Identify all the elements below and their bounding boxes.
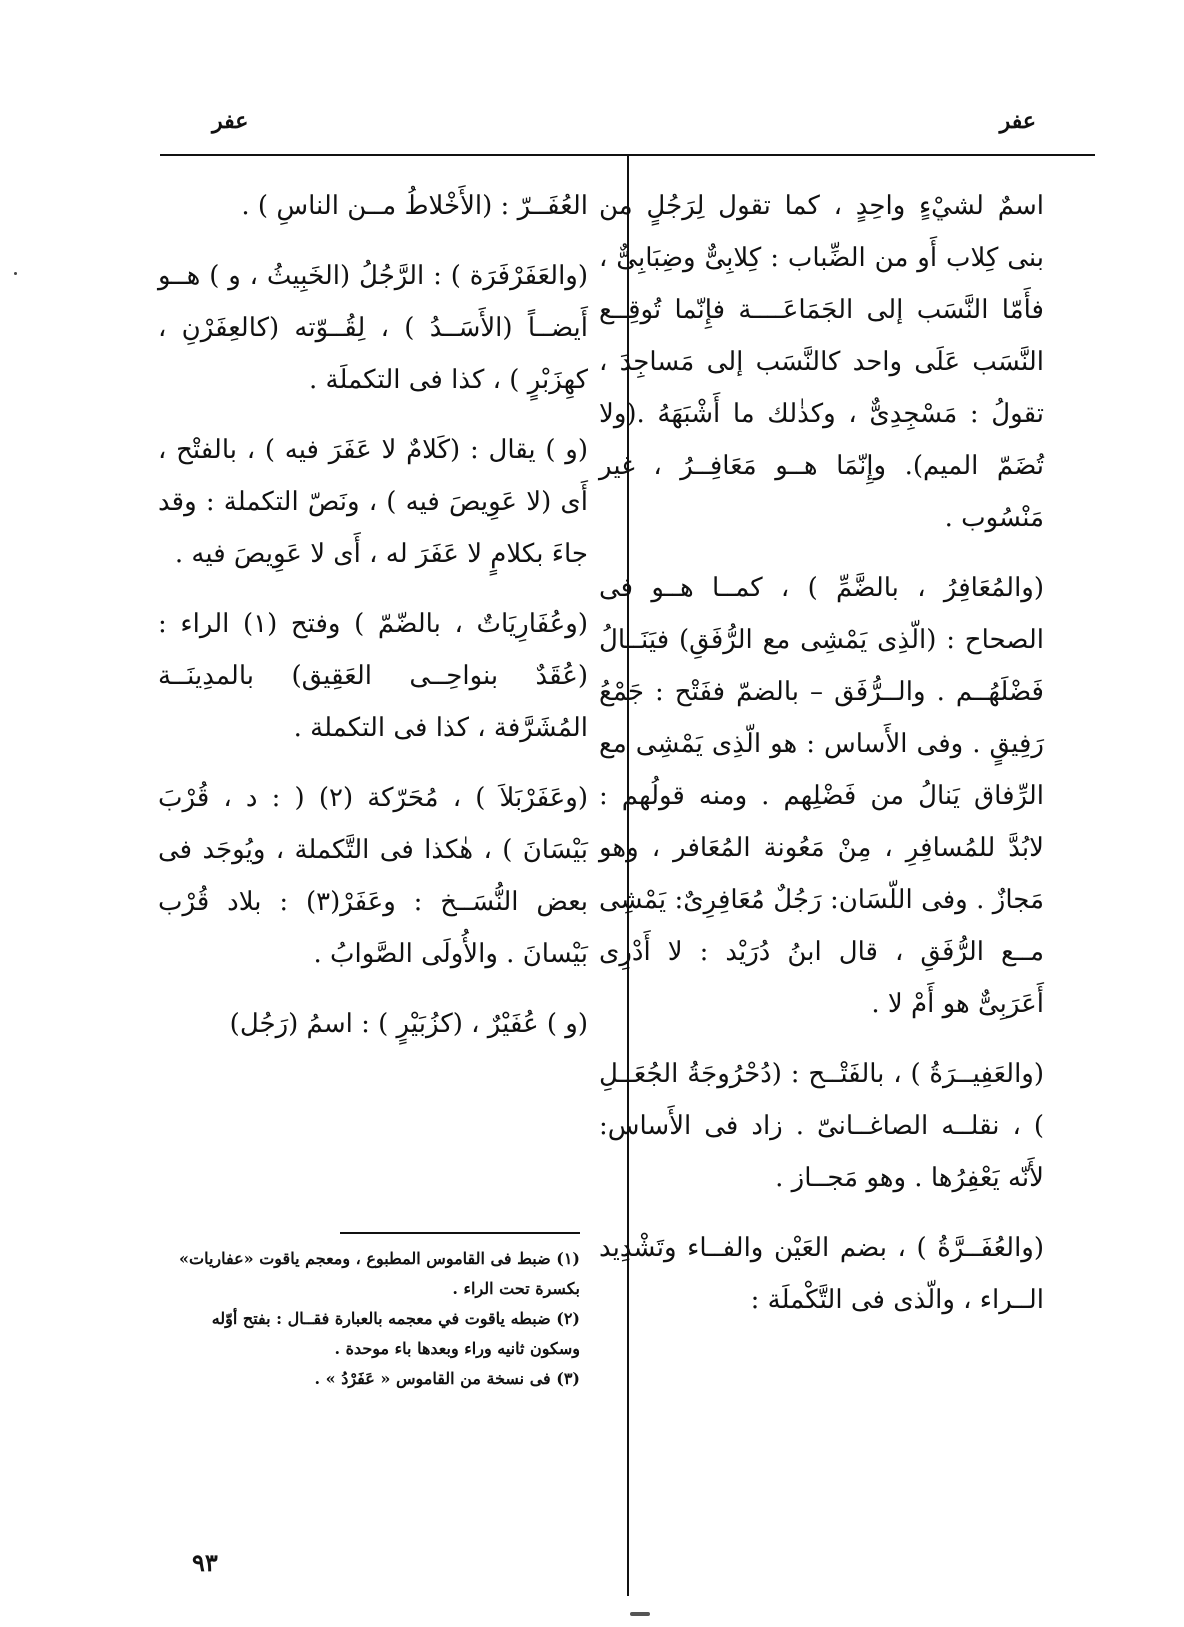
footnote: (٢) ضبطه ياقوت في معجمه بالعبارة فقــال : بفتح أوّله وسكون ثانيه وراء وبعدها باء موحدة . (211, 1309, 580, 1358)
entry-paragraph: اسمٌ لشيْءٍ واحِدٍ ، كما تقول لِرَجُلٍ من بنى كِلاب أَو من الضِّباب : كِلابِىٌّ وضِبَابِىٌّ ، فأَمّا النَّسَب إلى الجَمَاعَــــة فإِنّما تُوقِــع النَّسَب عَلَى واحد كالنَّسَب إلى مَساجِدَ ، تقولُ : مَسْجِدِىٌّ ، وكذٰلك ما أَشْبَهَهُ .(ولا تُضَمّ الميم). وإِنّمَا هــو مَعَافِــرُ ، غير مَنْسُوب . (599, 191, 1045, 533)
entry-paragraph: (و ) يقال : (كَلامٌ لا عَفَرَ فيه ) ، بالفتْح ، أَى (لا عَوِيصَ فيه ) ، ونَصّ التكملة : وقد جاءَ بكلامٍ لا عَفَرَ له ، أَى لا عَوِيصَ فيه . (158, 435, 588, 569)
running-head-right: عفر (999, 108, 1036, 134)
entry-paragraph: (والمُعَافِرُ ، بالضَّمِّ ) ، كمــا هــو فى الصحاح : (الّذِى يَمْشِى مع الرُّفَقِ) فيَنَــالُ فَضْلَهُــم . والــرُّفَق – بالضمّ ففَتْح : جَمْعُ رَفِيقٍ . وفى الأَساس : هو الّذِى يَمْشِى مع الرِّفاق يَنالُ من فَضْلِهم . ومنه قولُهم : لابُدَّ للمُسافِرِ ، مِنْ مَعُونة المُعَافر ، وهو مَجازٌ . وفى اللّسَان: رَجُلٌ مُعَافِرِىٌ: يَمْشِى مــع الرُّفَقِ ، قال ابنُ دُرَيْد : لا أَدْرِى أَعَرَبِىٌّ هو أَمْ لا . (599, 573, 1044, 1019)
right-column (599, 180, 1044, 1344)
footnote-rule (340, 1232, 580, 1234)
footnote: (١) ضبط فى القاموس المطبوع ، ومعجم ياقوت «عفاريات» بكسرة تحت الراء . (179, 1249, 580, 1298)
footnotes (160, 1244, 580, 1394)
running-head-left: عفر (212, 108, 249, 134)
margin-speck (14, 272, 17, 275)
entry-paragraph: (وعَفَرْبَلاَ ) ، مُحَرّكة (٢) ( : د ، قُرْبَ بَيْسَانَ ) ، هٰكذا فى التَّكملة ، ويُوجَد فى بعض النُّسَــخ : وعَفَرْ(٣) : بلاد قُرْب بَيْسانَ . والأُولَى الصَّوابُ . (158, 783, 589, 969)
entry-paragraph: (والعُفَــرَّةُ ) ، بضم العَيْن والفــاء وتَشْدِيد الــراء ، والّذى فى التَّكْملَة : (599, 1233, 1044, 1315)
entry-paragraph: (و ) عُفَيْرٌ ، (كزُبَيْرٍ ) : اسمُ (رَجُل) (229, 1009, 588, 1039)
entry-paragraph: (والعَفِيــرَةُ ) ، بالفَتْــح : (دُحْرُوجَةُ الجُعَــلِ ) ، نقلــه الصاغــانىّ . زاد فى الأَساس: لأَنّه يَعْفِرُها . وهو مَجــاز . (599, 1059, 1044, 1193)
footnote: (٣) فى نسخة من القاموس « عَفَرْدُ » . (314, 1369, 580, 1388)
page-number: ٩٣ (192, 1548, 218, 1577)
entry-paragraph: (وعُفَارِيَاتٌ ، بالضّمّ ) وفتح (١) الراء : (عُقَدٌ بنواحِــى العَقِيق) بالمدِينَــة المُشَرَّفة ، كذا فى التكملة . (158, 609, 588, 743)
entry-paragraph: (والعَفَرْفَرَة ) : الرَّجُلُ (الخَبِيثُ ، و ) هــو أَيضــاً (الأَسَــدُ ) ، لِقُــوّته (كالعِفَرْنِ ، كهِزَبْرٍ ) ، كذا فى التكملَة . (158, 261, 588, 395)
entry-paragraph: العُفَــرّ : (الأَخْلاطُ مــن الناسِ ) . (241, 191, 588, 221)
scan-smudge (630, 1612, 650, 1616)
left-column (158, 180, 588, 1068)
